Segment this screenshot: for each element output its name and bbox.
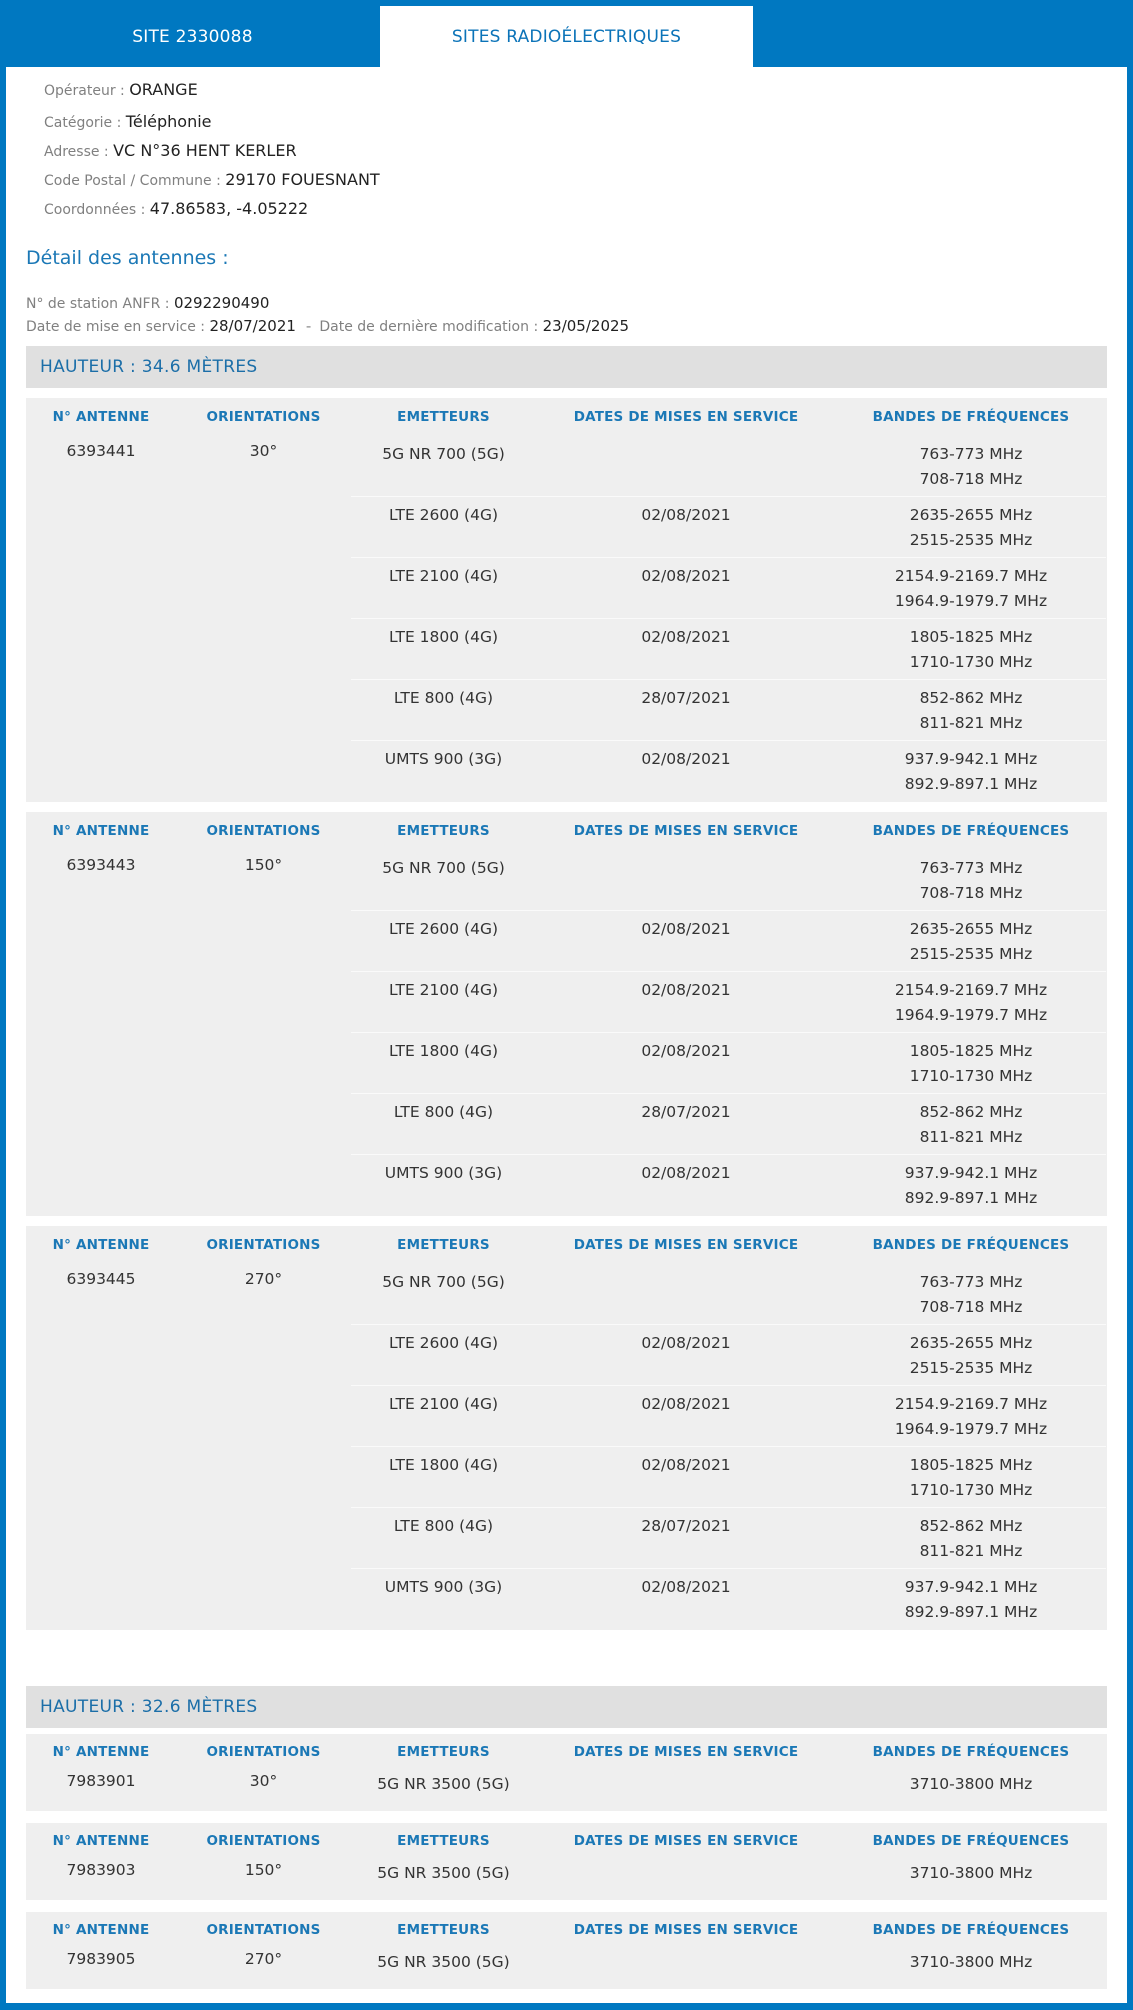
col-header-antenna: N° ANTENNE [52,409,150,425]
frequency-bands [836,564,1106,618]
category-row [44,112,1107,133]
emitter-row [351,558,1106,619]
emitter-date: 02/08/2021 [641,1042,731,1060]
frequency-band: 2635-2655 MHz [909,1334,1033,1352]
frequency-band: 3710-3800 MHz [909,1864,1033,1882]
antenna-row [26,850,1107,1216]
antenna-row [26,1264,1107,1630]
emitter-row [351,1033,1106,1094]
emitter-date: 28/07/2021 [641,1517,731,1535]
emitter-name: 5G NR 3500 (5G) [377,1864,510,1882]
col-header-bands: BANDES DE FRÉQUENCES [872,1833,1070,1849]
antenna-orientation: 30° [249,442,278,460]
coords-value: 47.86583, -4.05222 [149,199,309,218]
col-header-dates: DATES DE MISES EN SERVICE [573,409,799,425]
frequency-bands [836,1161,1106,1216]
col-header-bands: BANDES DE FRÉQUENCES [872,409,1070,425]
frequency-bands [836,1772,1106,1811]
emitter-date: 02/08/2021 [641,506,731,524]
modif-value: 23/05/2025 [542,317,630,335]
emitter-list [351,1948,1106,1989]
col-header-dates: DATES DE MISES EN SERVICE [573,823,799,839]
emitter-name: LTE 2100 (4G) [388,1395,499,1413]
frequency-band: 708-718 MHz [919,884,1023,902]
station-info [26,292,1107,338]
frequency-bands [836,917,1106,971]
antenna-row [26,1770,1107,1811]
service-label: Date de mise en service : [26,319,210,335]
emitter-row [351,680,1106,741]
emitter-list [351,1770,1106,1811]
emitter-date: 02/08/2021 [641,750,731,768]
frequency-band: 1805-1825 MHz [909,1042,1033,1060]
frequency-bands [836,1100,1106,1154]
emitter-row [351,1508,1106,1569]
height-header: HAUTEUR : 32.6 MÈTRES [26,1686,1107,1728]
emitter-row [351,497,1106,558]
antenna-number: 6393445 [66,1270,136,1288]
col-header-antenna: N° ANTENNE [52,1237,150,1253]
category-value: Téléphonie [125,112,212,131]
emitter-date: 28/07/2021 [641,689,731,707]
antenna-row [26,1859,1107,1900]
col-header-antenna: N° ANTENNE [52,1922,150,1938]
emitter-name: LTE 1800 (4G) [388,1456,499,1474]
col-header-bands: BANDES DE FRÉQUENCES [872,1744,1070,1760]
frequency-band: 2635-2655 MHz [909,920,1033,938]
antenna-table-header [26,1912,1107,1948]
emitter-name: 5G NR 700 (5G) [382,1273,505,1291]
frequency-band: 1710-1730 MHz [909,1067,1033,1085]
frequency-bands [836,625,1106,679]
emitter-row [351,1094,1106,1155]
col-header-dates: DATES DE MISES EN SERVICE [573,1833,799,1849]
height-header: HAUTEUR : 34.6 MÈTRES [26,346,1107,388]
frequency-band: 811-821 MHz [919,714,1023,732]
service-value: 28/07/2021 [209,317,296,335]
emitter-row [351,911,1106,972]
emitter-row [351,1948,1106,1989]
frequency-bands [836,978,1106,1032]
frequency-band: 1964.9-1979.7 MHz [894,1420,1048,1438]
emitter-name: 5G NR 3500 (5G) [377,1953,510,1971]
col-header-emitters: EMETTEURS [397,409,490,425]
frequency-band: 3710-3800 MHz [909,1775,1033,1793]
antenna-table [26,1734,1107,1811]
col-header-orientations: ORIENTATIONS [206,1833,321,1849]
frequency-bands [836,503,1106,557]
emitter-row [351,741,1106,802]
frequency-band: 937.9-942.1 MHz [904,750,1038,768]
emitter-date [536,1950,836,1989]
emitter-name: 5G NR 3500 (5G) [377,1775,510,1793]
frequency-bands [836,1453,1106,1507]
frequency-band: 708-718 MHz [919,470,1023,488]
emitter-row [351,619,1106,680]
emitter-row [351,1325,1106,1386]
frequency-band: 2154.9-2169.7 MHz [894,567,1048,585]
dates-separator: - [305,317,312,335]
emitter-name: LTE 1800 (4G) [388,628,499,646]
col-header-orientations: ORIENTATIONS [206,1744,321,1760]
frequency-band: 2515-2535 MHz [909,945,1033,963]
emitter-list [351,1859,1106,1900]
frequency-bands [836,1861,1106,1900]
emitter-row [351,1264,1106,1325]
emitter-name: 5G NR 700 (5G) [382,445,505,463]
emitter-list [351,436,1106,802]
antenna-table-header [26,398,1107,436]
antenna-row [26,1948,1107,1989]
emitter-list [351,850,1106,1216]
antenna-table-header [26,1226,1107,1264]
antenna-table [26,812,1107,1216]
antenna-orientation: 30° [249,1772,278,1790]
col-header-bands: BANDES DE FRÉQUENCES [872,1237,1070,1253]
emitter-date [536,856,836,910]
frequency-band: 708-718 MHz [919,1298,1023,1316]
col-header-dates: DATES DE MISES EN SERVICE [573,1922,799,1938]
antenna-table [26,1226,1107,1630]
postal-row [44,170,1107,191]
antenna-table [26,1912,1107,1989]
anfr-row [26,292,1107,315]
frequency-bands [836,1514,1106,1568]
antenna-number: 7983901 [66,1772,136,1790]
frequency-bands [836,1270,1106,1324]
emitter-date: 28/07/2021 [641,1103,731,1121]
col-header-antenna: N° ANTENNE [52,1744,150,1760]
antenna-number: 7983903 [66,1861,136,1879]
emitter-name: LTE 800 (4G) [393,1517,494,1535]
col-header-orientations: ORIENTATIONS [206,409,321,425]
emitter-date: 02/08/2021 [641,1395,731,1413]
emitter-name: UMTS 900 (3G) [384,750,503,768]
emitter-row [351,850,1106,911]
emitter-row [351,1155,1106,1216]
frequency-bands [836,747,1106,802]
emitter-row [351,1770,1106,1811]
emitter-name: LTE 2100 (4G) [388,567,499,585]
frequency-bands [836,1575,1106,1630]
frequency-band: 811-821 MHz [919,1542,1023,1560]
operator-value: ORANGE [129,80,198,99]
emitter-date [536,1772,836,1811]
emitter-name: LTE 2600 (4G) [388,506,499,524]
frequency-band: 1964.9-1979.7 MHz [894,1006,1048,1024]
frequency-band: 852-862 MHz [919,1103,1023,1121]
frequency-band: 3710-3800 MHz [909,1953,1033,1971]
col-header-antenna: N° ANTENNE [52,823,150,839]
col-header-antenna: N° ANTENNE [52,1833,150,1849]
tab-radio-sites[interactable]: SITES RADIOÉLECTRIQUES [380,6,753,67]
col-header-emitters: EMETTEURS [397,1833,490,1849]
tab-bar [6,0,1127,67]
frequency-band: 1964.9-1979.7 MHz [894,592,1048,610]
emitter-date [536,1270,836,1324]
antenna-orientation: 270° [244,1950,283,1968]
address-label: Adresse : [44,144,114,160]
frequency-bands [836,1039,1106,1093]
frequency-band: 763-773 MHz [919,445,1023,463]
col-header-bands: BANDES DE FRÉQUENCES [872,1922,1070,1938]
col-header-emitters: EMETTEURS [397,1744,490,1760]
col-header-emitters: EMETTEURS [397,823,490,839]
anfr-label: N° de station ANFR : [26,296,174,312]
col-header-emitters: EMETTEURS [397,1922,490,1938]
frequency-band: 1710-1730 MHz [909,653,1033,671]
col-header-bands: BANDES DE FRÉQUENCES [872,823,1070,839]
category-label: Catégorie : [44,115,126,131]
dates-row [26,315,1107,338]
detail-title: Détail des antennes : [26,247,229,269]
anfr-value: 0292290490 [173,294,270,312]
col-header-orientations: ORIENTATIONS [206,1922,321,1938]
address-row [44,141,1107,162]
emitter-date: 02/08/2021 [641,1578,731,1596]
frequency-band: 2515-2535 MHz [909,1359,1033,1377]
emitter-date: 02/08/2021 [641,628,731,646]
group-spacer [26,1630,1107,1678]
content-panel [6,67,1127,2003]
col-header-dates: DATES DE MISES EN SERVICE [573,1237,799,1253]
emitter-date: 02/08/2021 [641,1334,731,1352]
antenna-table-header [26,1823,1107,1859]
emitter-date: 02/08/2021 [641,920,731,938]
emitter-name: LTE 2600 (4G) [388,1334,499,1352]
emitter-row [351,1386,1106,1447]
emitter-row [351,436,1106,497]
col-header-orientations: ORIENTATIONS [206,1237,321,1253]
emitter-date: 02/08/2021 [641,981,731,999]
frequency-band: 2635-2655 MHz [909,506,1033,524]
emitter-date: 02/08/2021 [641,567,731,585]
postal-label: Code Postal / Commune : [44,173,226,189]
operator-row [44,80,1107,101]
emitter-date: 02/08/2021 [641,1456,731,1474]
coords-row [44,199,1107,220]
frequency-bands [836,1392,1106,1446]
frequency-band: 763-773 MHz [919,859,1023,877]
frequency-bands [836,1331,1106,1385]
antenna-number: 6393443 [66,856,136,874]
postal-value: 29170 FOUESNANT [225,170,380,189]
frequency-band: 937.9-942.1 MHz [904,1578,1038,1596]
frequency-band: 811-821 MHz [919,1128,1023,1146]
frequency-bands [836,686,1106,740]
emitter-name: LTE 2100 (4G) [388,981,499,999]
modif-label: Date de dernière modification : [319,319,543,335]
antenna-orientation: 150° [244,856,283,874]
col-header-emitters: EMETTEURS [397,1237,490,1253]
frequency-band: 892.9-897.1 MHz [904,1603,1038,1621]
frequency-band: 2515-2535 MHz [909,531,1033,549]
emitter-row [351,1859,1106,1900]
antenna-table [26,398,1107,802]
address-value: VC N°36 HENT KERLER [113,141,297,160]
emitter-name: UMTS 900 (3G) [384,1578,503,1596]
emitter-name: LTE 800 (4G) [393,1103,494,1121]
operator-label: Opérateur : [44,83,130,99]
frequency-band: 892.9-897.1 MHz [904,775,1038,793]
emitter-name: LTE 800 (4G) [393,689,494,707]
antenna-orientation: 150° [244,1861,283,1879]
coords-label: Coordonnées : [44,202,150,218]
frequency-band: 1805-1825 MHz [909,1456,1033,1474]
col-header-dates: DATES DE MISES EN SERVICE [573,1744,799,1760]
frequency-band: 1805-1825 MHz [909,628,1033,646]
antenna-number: 7983905 [66,1950,136,1968]
frequency-band: 852-862 MHz [919,1517,1023,1535]
frequency-band: 892.9-897.1 MHz [904,1189,1038,1207]
frequency-bands [836,856,1106,910]
emitter-name: UMTS 900 (3G) [384,1164,503,1182]
frequency-band: 937.9-942.1 MHz [904,1164,1038,1182]
antenna-table-header [26,1734,1107,1770]
frequency-bands [836,1950,1106,1989]
emitter-name: LTE 1800 (4G) [388,1042,499,1060]
site-info [26,67,1107,220]
frequency-band: 2154.9-2169.7 MHz [894,1395,1048,1413]
emitter-name: 5G NR 700 (5G) [382,859,505,877]
emitter-date: 02/08/2021 [641,1164,731,1182]
emitter-list [351,1264,1106,1630]
tab-site[interactable]: SITE 2330088 [6,6,379,67]
frequency-band: 763-773 MHz [919,1273,1023,1291]
emitter-name: LTE 2600 (4G) [388,920,499,938]
antenna-orientation: 270° [244,1270,283,1288]
emitter-row [351,1569,1106,1630]
antenna-number: 6393441 [66,442,136,460]
col-header-orientations: ORIENTATIONS [206,823,321,839]
antenna-groups [26,346,1107,1989]
frequency-band: 852-862 MHz [919,689,1023,707]
emitter-date [536,1861,836,1900]
emitter-row [351,972,1106,1033]
emitter-row [351,1447,1106,1508]
antenna-row [26,436,1107,802]
frequency-bands [836,442,1106,496]
emitter-date [536,442,836,496]
antenna-table [26,1823,1107,1900]
frequency-band: 2154.9-2169.7 MHz [894,981,1048,999]
antenna-table-header [26,812,1107,850]
frequency-band: 1710-1730 MHz [909,1481,1033,1499]
